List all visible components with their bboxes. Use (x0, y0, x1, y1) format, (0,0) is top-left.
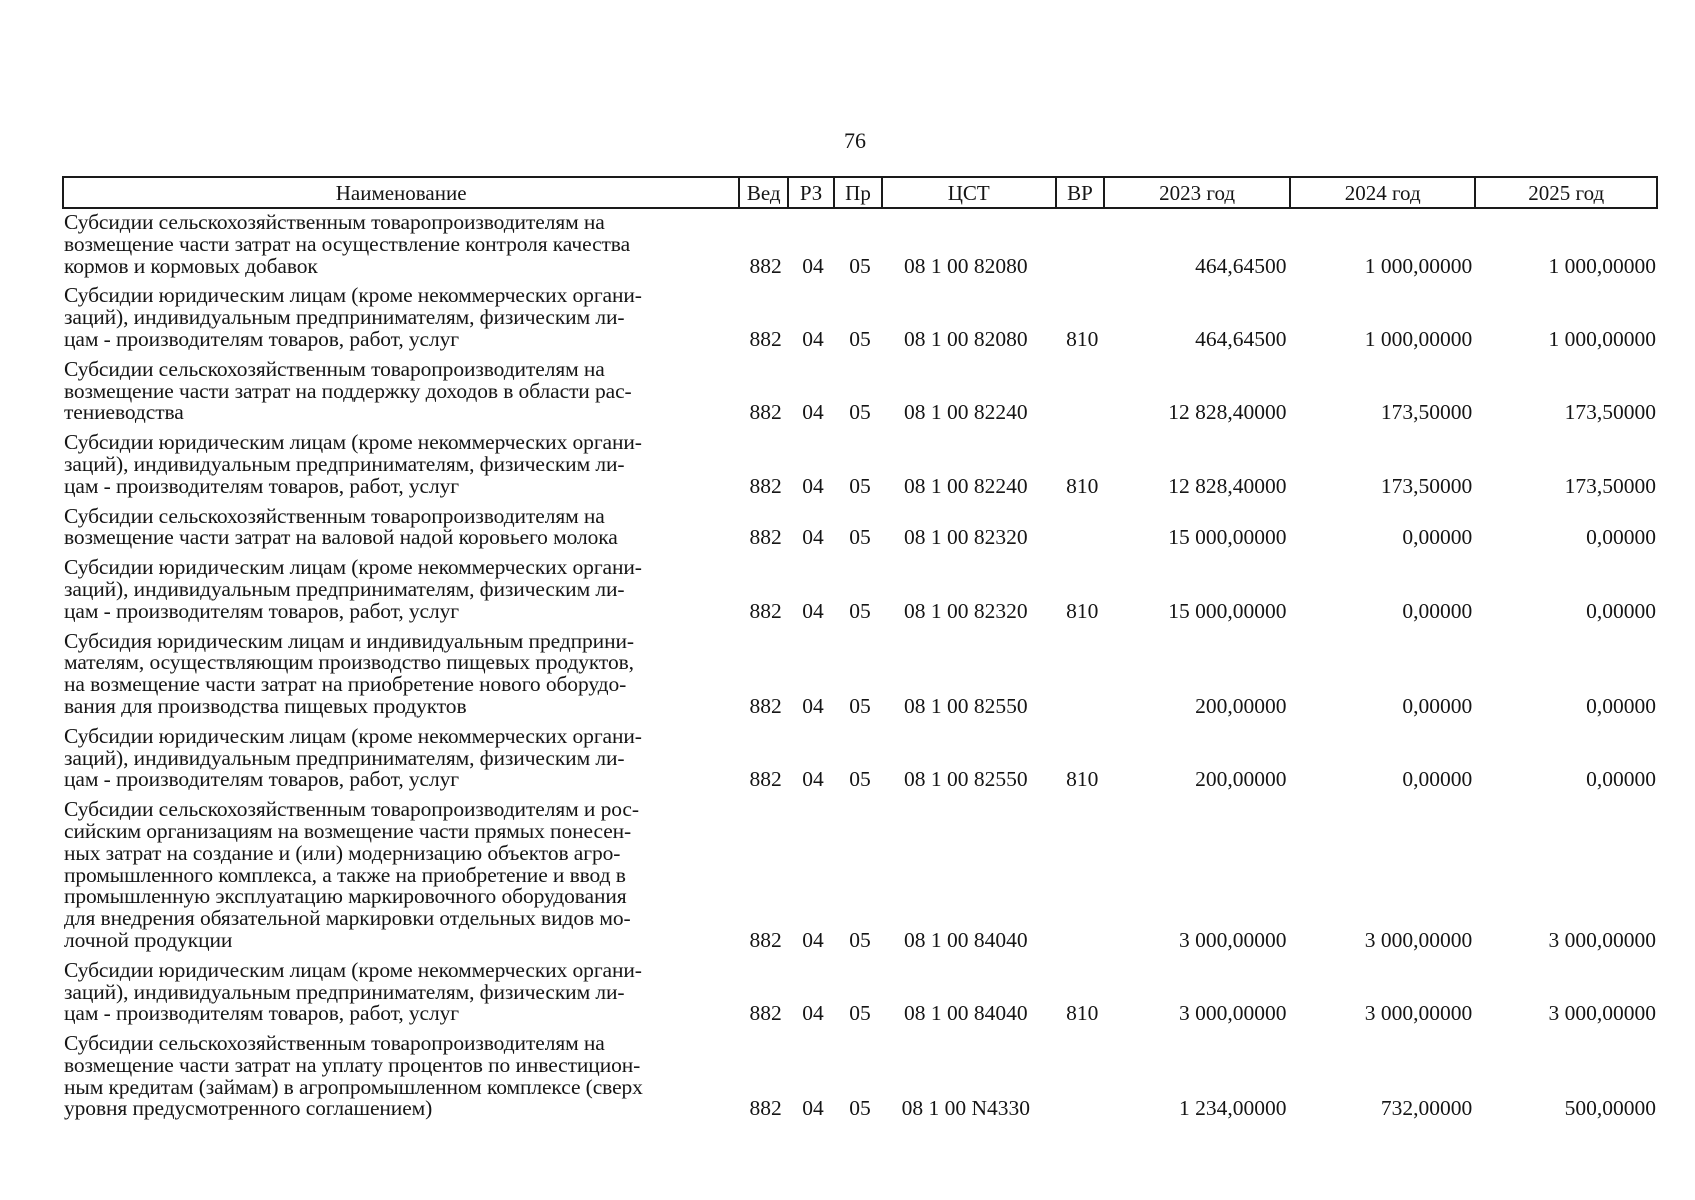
row-cst: 08 1 00 82320 (904, 525, 1028, 550)
row-pr: 05 (849, 693, 871, 718)
row-vr: 810 (1066, 598, 1099, 623)
row-2024: 0,00000 (1402, 598, 1473, 623)
row-2024: 0,00000 (1402, 525, 1473, 550)
row-ved: 882 (749, 767, 782, 792)
table-row (62, 1033, 1658, 1120)
row-ved: 882 (749, 927, 782, 952)
row-cst: 08 1 00 82240 (904, 473, 1028, 498)
row-rz: 04 (802, 400, 824, 425)
row-rz: 04 (802, 1096, 824, 1121)
row-rz: 04 (802, 767, 824, 792)
row-2024: 173,50000 (1380, 400, 1473, 425)
row-ved: 882 (749, 326, 782, 351)
row-vr: 810 (1066, 1001, 1099, 1026)
row-2023: 3 000,00000 (1178, 1001, 1287, 1026)
row-cst: 08 1 00 84040 (904, 927, 1028, 952)
row-pr: 05 (849, 1096, 871, 1121)
row-rz: 04 (802, 1001, 824, 1026)
row-2025: 3 000,00000 (1548, 927, 1656, 952)
header-vr: ВР (1057, 178, 1106, 207)
row-2023: 15 000,00000 (1168, 525, 1287, 550)
page-number: 76 (844, 128, 866, 153)
row-2025: 1 000,00000 (1548, 326, 1656, 351)
row-ved: 882 (749, 473, 782, 498)
table-row (62, 503, 1658, 550)
table-row (62, 628, 1658, 718)
row-2025: 0,00000 (1586, 693, 1656, 718)
row-2025: 0,00000 (1586, 598, 1656, 623)
table-row (62, 212, 1658, 277)
table-body (62, 212, 1658, 1120)
row-rz: 04 (802, 598, 824, 623)
budget-table (62, 176, 1658, 1120)
row-2024: 0,00000 (1402, 767, 1473, 792)
row-2023: 464,64500 (1195, 253, 1287, 278)
row-2024: 732,00000 (1380, 1096, 1473, 1121)
table-row (62, 799, 1658, 952)
row-pr: 05 (849, 927, 871, 952)
row-2025: 500,00000 (1564, 1096, 1656, 1121)
row-rz: 04 (802, 927, 824, 952)
row-pr: 05 (849, 598, 871, 623)
row-pr: 05 (849, 1001, 871, 1026)
table-row (62, 957, 1658, 1026)
row-pr: 05 (849, 326, 871, 351)
row-2023: 12 828,40000 (1168, 473, 1287, 498)
row-ved: 882 (749, 1001, 782, 1026)
row-pr: 05 (849, 400, 871, 425)
row-2023: 1 234,00000 (1178, 1096, 1287, 1121)
header-2025: 2025 год (1528, 181, 1605, 205)
row-rz: 04 (802, 693, 824, 718)
row-name: Субсидии юридическим лицам (кроме некоммерческих органи- заций), индивидуальным предпринимателям, физическим ли- цам - производителям товаров, работ, услуг (64, 283, 642, 351)
row-name: Субсидии сельскохозяйственным товаропроизводителям на возмещение части затрат на уплату процентов по инвестицион- ным кредитам (займам) в агропромышленном комплексе (сверх уровня предусмотренного соглашением) (64, 1031, 643, 1121)
row-cst: 08 1 00 84040 (904, 1001, 1028, 1026)
row-rz: 04 (802, 525, 824, 550)
row-pr: 05 (849, 473, 871, 498)
row-2024: 3 000,00000 (1364, 927, 1473, 952)
row-pr: 05 (849, 767, 871, 792)
row-name: Субсидии юридическим лицам (кроме некоммерческих органи- заций), индивидуальным предпринимателям, физическим ли- цам - производителям товаров, работ, услуг (64, 957, 642, 1026)
row-name: Субсидии юридическим лицам (кроме некоммерческих органи- заций), индивидуальным предпринимателям, физическим ли- цам - производителям товаров, работ, услуг (64, 430, 642, 498)
row-cst: 08 1 00 82550 (904, 693, 1028, 718)
row-name: Субсидии юридическим лицам (кроме некоммерческих органи- заций), индивидуальным предпринимателям, физическим ли- цам - производителям товаров, работ, услуг (64, 555, 642, 623)
table-row (62, 557, 1658, 622)
row-rz: 04 (802, 473, 824, 498)
row-cst: 08 1 00 82080 (904, 326, 1028, 351)
table-header (62, 176, 1658, 209)
row-name: Субсидии юридическим лицам (кроме некоммерческих органи- заций), индивидуальным предпринимателям, физическим ли- цам - производителям товаров, работ, услуг (64, 723, 642, 792)
header-2024: 2024 год (1291, 178, 1477, 207)
row-cst: 08 1 00 82320 (904, 598, 1028, 623)
row-2023: 3 000,00000 (1178, 927, 1287, 952)
row-2023: 200,00000 (1195, 693, 1287, 718)
row-ved: 882 (749, 1096, 782, 1121)
row-2023: 200,00000 (1195, 767, 1287, 792)
row-vr: 810 (1066, 767, 1099, 792)
row-2024: 0,00000 (1402, 693, 1473, 718)
table-row (62, 432, 1658, 497)
row-2025: 3 000,00000 (1548, 1001, 1656, 1026)
row-ved: 882 (749, 598, 782, 623)
row-cst: 08 1 00 N4330 (901, 1096, 1031, 1121)
row-2025: 0,00000 (1586, 767, 1656, 792)
row-2023: 15 000,00000 (1168, 598, 1287, 623)
row-2024: 3 000,00000 (1364, 1001, 1473, 1026)
row-rz: 04 (802, 253, 824, 278)
header-pr: Пр (835, 178, 883, 207)
table-row (62, 356, 1658, 425)
row-2023: 12 828,40000 (1168, 400, 1287, 425)
row-ved: 882 (749, 400, 782, 425)
row-vr: 810 (1066, 473, 1099, 498)
header-rz: РЗ (789, 178, 835, 207)
row-pr: 05 (849, 525, 871, 550)
row-2025: 173,50000 (1564, 473, 1656, 498)
row-2024: 1 000,00000 (1364, 326, 1473, 351)
row-ved: 882 (749, 253, 782, 278)
row-name: Субсидии сельскохозяйственным товаропроизводителям на возмещение части затрат на осуществление контроля качества кормов и кормовых добавок (64, 210, 631, 278)
row-vr: 810 (1066, 326, 1099, 351)
table-row (62, 723, 1658, 792)
row-2025: 0,00000 (1586, 525, 1656, 550)
header-cst: ЦСТ (883, 178, 1057, 207)
header-ved: Вед (740, 178, 789, 207)
row-name: Субсидии сельскохозяйственным товаропроизводителям и рос- сийским организациям на возмещение части прямых понесен- ных затрат на создание и (или) модернизацию объектов агро- промышленного комплекса, а также на приобретение и ввод в промышленную эксплуатацию маркировочного оборудования для внедрения обязательной маркировки отдельных видов мо- лочной продукции (64, 797, 639, 952)
row-name: Субсидии сельскохозяйственным товаропроизводителям на возмещение части затрат на поддержку доходов в области рас- тениеводства (64, 356, 632, 425)
row-rz: 04 (802, 326, 824, 351)
row-2024: 1 000,00000 (1364, 253, 1473, 278)
row-pr: 05 (849, 253, 871, 278)
row-2025: 173,50000 (1564, 400, 1656, 425)
row-2023: 464,64500 (1195, 326, 1287, 351)
row-name: Субсидия юридическим лицам и индивидуальным предприни- мателям, осуществляющим производство пищевых продуктов, на возмещение части затрат на приобретение нового оборудо- вания для производства пищевых продуктов (64, 628, 634, 718)
row-cst: 08 1 00 82550 (904, 767, 1028, 792)
row-2025: 1 000,00000 (1548, 253, 1656, 278)
row-ved: 882 (749, 693, 782, 718)
header-2023: 2023 год (1105, 178, 1291, 207)
row-ved: 882 (749, 525, 782, 550)
row-cst: 08 1 00 82240 (904, 400, 1028, 425)
row-cst: 08 1 00 82080 (904, 253, 1028, 278)
row-name: Субсидии сельскохозяйственным товаропроизводителям на возмещение части затрат на валовой надой коровьего молока (64, 503, 618, 550)
row-2024: 173,50000 (1380, 473, 1473, 498)
table-row (62, 285, 1658, 350)
header-name: Наименование (64, 178, 740, 207)
